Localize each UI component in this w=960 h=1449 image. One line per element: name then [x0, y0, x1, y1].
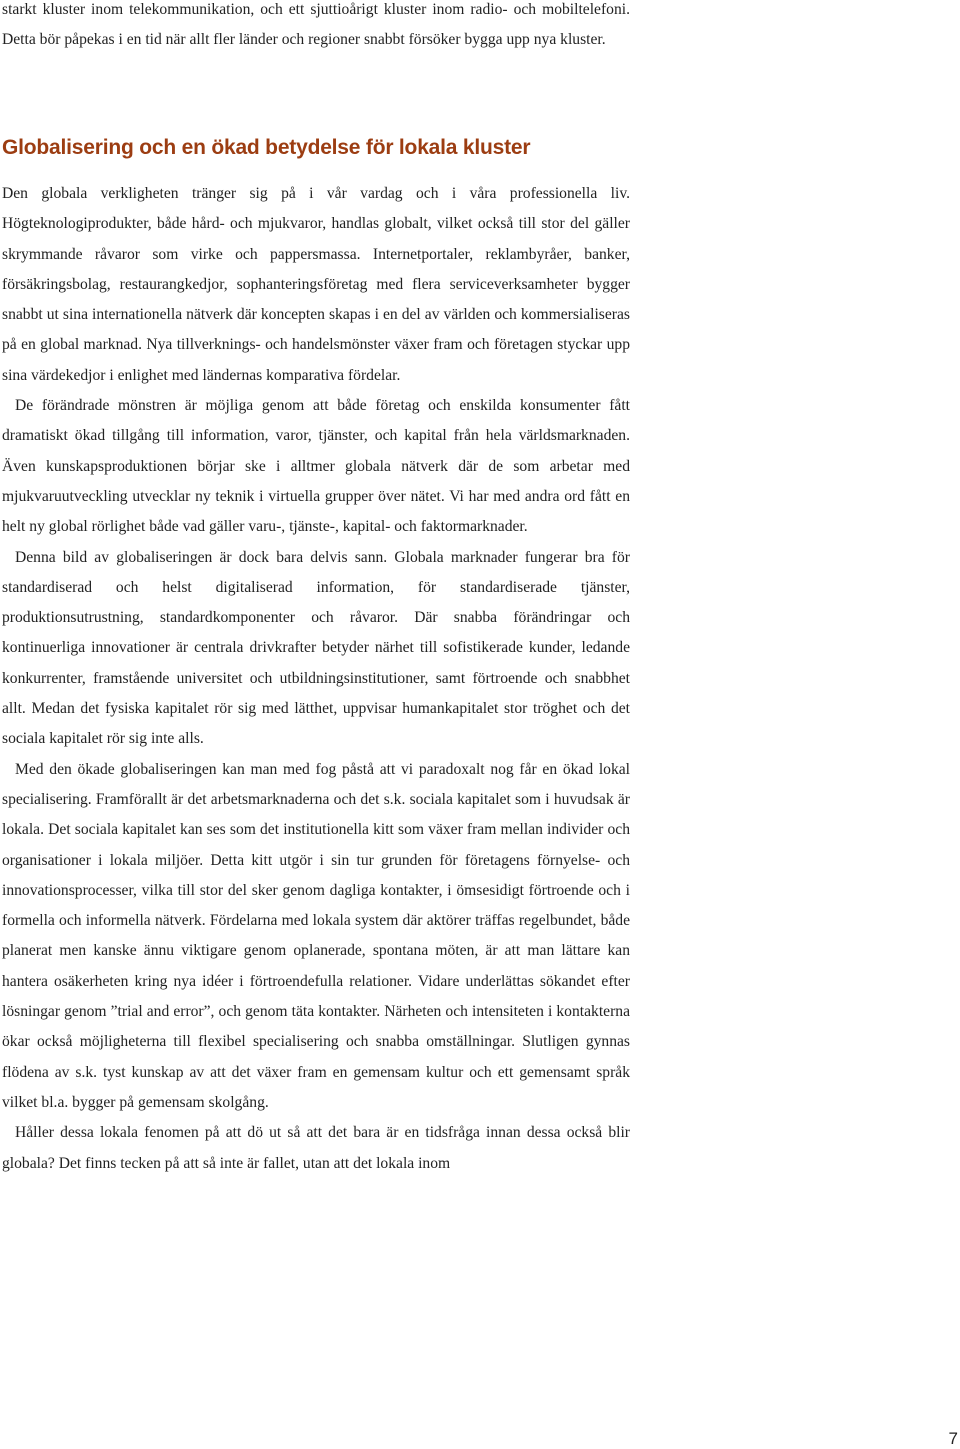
- section-heading: Globalisering och en ökad betydelse för lokala kluster: [2, 136, 531, 159]
- section-body: [2, 179, 630, 1179]
- paragraph-1: Den globala verkligheten tränger sig på i vår vardag och i våra professionella liv. Högteknologiprodukter, både hård- och mjukvaror, handlas globalt, vilket också till stor del gäller skrymmande råvaror som virke och pappersmassa. Internetportaler, reklambyråer, banker, försäkringsbolag, restaurangkedjor, sophanteringsföretag med flera serviceverksamheter bygger snabbt ut sina internationella nätverk där koncepten skapas i en del av världen och kommersialiseras på en global marknad. Nya tillverknings- och handelsmönster växer fram och företagen styckar upp sina värdekedjor i enlighet med ländernas komparativa fördelar.: [2, 185, 630, 384]
- intro-text-block: [2, 0, 630, 56]
- intro-paragraph: starkt kluster inom telekommunikation, och ett sjuttioårigt kluster inom radio- och mobiltelefoni. Detta bör påpekas i en tid när allt fler länder och regioner snabbt försöker bygga upp nya kluster.: [2, 1, 630, 49]
- paragraph-2: De förändrade mönstren är möjliga genom att både företag och enskilda konsumenter fått dramatiskt ökad tillgång till information, varor, tjänster, och kapital från hela världsmarknaden. Även kunskapsproduktionen börjar ske i alltmer globala nätverk där de som arbetar med mjukvaruutveckling utvecklar ny teknik i virtuella grupper över nätet. Vi har med andra ord fått en helt ny global rörlighet både vad gäller varu-, tjänste-, kapital- och faktormarknader.: [2, 397, 630, 536]
- paragraph-4: Med den ökade globaliseringen kan man med fog påstå att vi paradoxalt nog får en ökad lokal specialisering. Framförallt är det arbetsmarknaderna och det s.k. sociala kapitalet som i huvudsak är lokala. Det sociala kapitalet kan ses som det institutionella kitt som växer fram mellan individer och organisationer i lokala miljöer. Detta kitt utgör i sin tur grunden för företagens förnyelse- och innovationsprocesser, vilka till stor del sker genom dagliga kontakter, i ömsesidigt förtroende och i formella och informella nätverk. Fördelarna med lokala system där aktörer träffas regelbundet, både planerat men kanske ännu viktigare genom oplanerade, spontana möten, är att man lättare kan hantera osäkerheten kring nya idéer i förtroendefulla relationer. Vidare underlättas sökandet efter lösningar genom ”trial and error”, och genom täta kontakter. Närheten och intensiteten i kontakterna ökar också möjligheterna till flexibel specialisering och snabba omställningar. Slutligen gynnas flödena av s.k. tyst kunskap av att det växer fram en gemensam kultur och ett gemensamt språk vilket bl.a. bygger på gemensam skolgång.: [2, 760, 630, 1111]
- paragraph-3: Denna bild av globaliseringen är dock bara delvis sann. Globala marknader fungerar bra för standardiserad och helst digitaliserad information, för standardiserade tjänster, produktionsutrustning, standardkomponenter och råvaror. Där snabba förändringar och kontinuerliga innovationer är centrala drivkrafter betyder närhet till sofistikerade kunder, ledande konkurrenter, framstående universitet och utbildningsinstitutioner, samt förtroende och snabbhet allt. Medan det fysiska kapitalet rör sig med lätthet, uppvisar humankapitalet stor tröghet och det sociala kapitalet rör sig inte alls.: [2, 548, 630, 748]
- paragraph-5: Håller dessa lokala fenomen på att dö ut så att det bara är en tidsfråga innan dessa också blir globala? Det finns tecken på att så inte är fallet, utan att det lokala inom: [2, 1124, 630, 1172]
- page-number: 7: [948, 1429, 958, 1448]
